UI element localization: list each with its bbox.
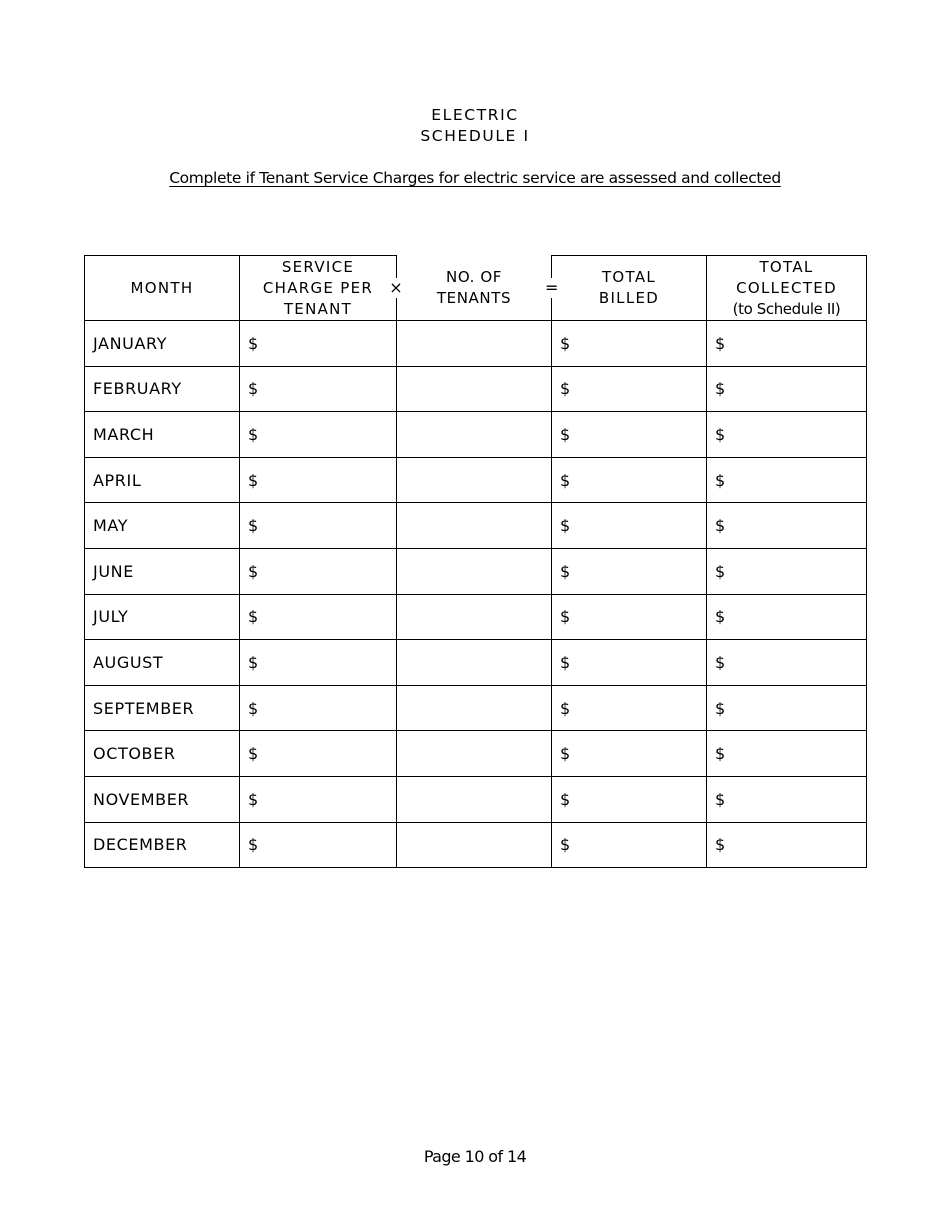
header-tenants (397, 256, 559, 321)
total-billed-cell[interactable]: $ (552, 548, 707, 594)
month-cell: MARCH (85, 412, 240, 458)
month-cell: JANUARY (85, 321, 240, 367)
tenants-cell[interactable] (397, 457, 552, 503)
service-charge-cell[interactable]: $ (240, 548, 397, 594)
total-billed-cell[interactable]: $ (552, 412, 707, 458)
total-collected-cell[interactable]: $ (707, 321, 867, 367)
service-charge-cell[interactable]: $ (240, 731, 397, 777)
service-charge-cell[interactable]: $ (240, 412, 397, 458)
total-collected-cell[interactable]: $ (707, 640, 867, 686)
month-cell: OCTOBER (85, 731, 240, 777)
service-charge-cell[interactable]: $ (240, 321, 397, 367)
total-billed-cell[interactable]: $ (552, 822, 707, 868)
total-billed-cell[interactable]: $ (552, 776, 707, 822)
total-collected-cell[interactable]: $ (707, 822, 867, 868)
total-billed-cell[interactable]: $ (552, 457, 707, 503)
total-billed-cell[interactable]: $ (552, 321, 707, 367)
table-row (85, 366, 867, 412)
instruction-text: Complete if Tenant Service Charges for electric service are assessed and collected (169, 169, 781, 187)
table-row (85, 731, 867, 777)
header-total-collected-note: (to Schedule II) (732, 300, 841, 318)
month-cell: DECEMBER (85, 822, 240, 868)
header-total-billed (552, 256, 707, 321)
total-billed-cell[interactable]: $ (552, 685, 707, 731)
times-symbol: × (389, 278, 403, 297)
schedule-table (84, 255, 867, 868)
header-total-collected (707, 256, 867, 321)
service-charge-cell[interactable]: $ (240, 685, 397, 731)
schedule-subtitle: SCHEDULE I (420, 127, 530, 145)
tenants-cell[interactable] (397, 594, 552, 640)
month-cell: JULY (85, 594, 240, 640)
header-total-billed-label: TOTAL BILLED (598, 268, 660, 307)
table-row (85, 457, 867, 503)
service-charge-cell[interactable]: $ (240, 822, 397, 868)
page-title: ELECTRIC (431, 106, 519, 124)
tenants-cell[interactable] (397, 366, 552, 412)
tenants-cell[interactable] (397, 685, 552, 731)
table-row (85, 640, 867, 686)
total-collected-cell[interactable]: $ (707, 366, 867, 412)
total-collected-cell[interactable]: $ (707, 776, 867, 822)
month-cell: SEPTEMBER (85, 685, 240, 731)
service-charge-cell[interactable]: $ (240, 640, 397, 686)
total-collected-cell[interactable]: $ (707, 412, 867, 458)
tenants-cell[interactable] (397, 822, 552, 868)
total-collected-cell[interactable]: $ (707, 503, 867, 549)
schedule-body (85, 321, 867, 868)
service-charge-cell[interactable]: $ (240, 457, 397, 503)
month-cell: JUNE (85, 548, 240, 594)
total-billed-cell[interactable]: $ (552, 366, 707, 412)
service-charge-cell[interactable]: $ (240, 776, 397, 822)
equals-symbol: = (545, 278, 559, 297)
table-row (85, 822, 867, 868)
table-row (85, 776, 867, 822)
header-service-charge (240, 256, 403, 321)
total-collected-cell[interactable]: $ (707, 731, 867, 777)
month-cell: AUGUST (85, 640, 240, 686)
service-charge-cell[interactable]: $ (240, 594, 397, 640)
total-collected-cell[interactable]: $ (707, 685, 867, 731)
header-tenants-label: NO. OF TENANTS (436, 268, 512, 307)
header-month: MONTH (85, 256, 240, 321)
table-row (85, 685, 867, 731)
header-service-charge-label: SERVICE CHARGE PER TENANT (262, 257, 374, 318)
tenants-cell[interactable] (397, 548, 552, 594)
service-charge-cell[interactable]: $ (240, 366, 397, 412)
service-charge-cell[interactable]: $ (240, 503, 397, 549)
table-row (85, 412, 867, 458)
table-header-row (85, 256, 867, 321)
table-row (85, 548, 867, 594)
tenants-cell[interactable] (397, 776, 552, 822)
tenants-cell[interactable] (397, 503, 552, 549)
total-collected-cell[interactable]: $ (707, 548, 867, 594)
tenants-cell[interactable] (397, 731, 552, 777)
total-billed-cell[interactable]: $ (552, 503, 707, 549)
total-collected-cell[interactable]: $ (707, 457, 867, 503)
tenants-cell[interactable] (397, 412, 552, 458)
table-row (85, 503, 867, 549)
total-billed-cell[interactable]: $ (552, 731, 707, 777)
month-cell: NOVEMBER (85, 776, 240, 822)
tenants-cell[interactable] (397, 321, 552, 367)
total-billed-cell[interactable]: $ (552, 640, 707, 686)
month-cell: APRIL (85, 457, 240, 503)
total-billed-cell[interactable]: $ (552, 594, 707, 640)
table-row (85, 321, 867, 367)
tenants-cell[interactable] (397, 640, 552, 686)
header-total-collected-label: TOTAL COLLECTED (736, 258, 837, 297)
month-cell: MAY (85, 503, 240, 549)
month-cell: FEBRUARY (85, 366, 240, 412)
page-number: Page 10 of 14 (423, 1147, 527, 1166)
total-collected-cell[interactable]: $ (707, 594, 867, 640)
table-row (85, 594, 867, 640)
